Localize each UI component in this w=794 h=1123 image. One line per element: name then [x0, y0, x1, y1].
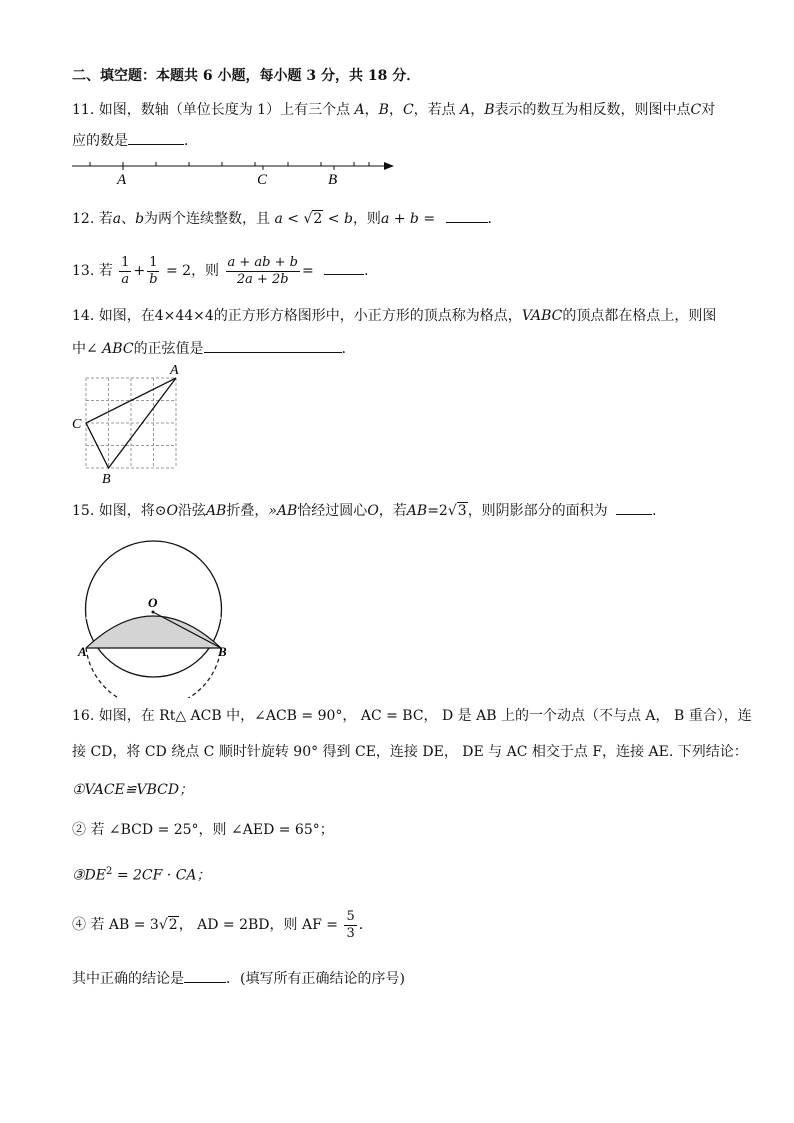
- q14-grid-size: 4×44×4: [154, 308, 214, 324]
- q12-text-pre: 12. 若: [72, 211, 113, 227]
- q13-text-pre: 13. 若: [72, 263, 113, 279]
- q15-text-pre: 15. 如图，将⊙: [72, 503, 167, 519]
- q12-sqrt-value: 2: [313, 211, 323, 227]
- q11-line1: 11. 如图，数轴（单位长度为 1）上有三个点 A，B，C，若点 A，B表示的数互为相反数，则图中点C对: [72, 102, 716, 118]
- q14-period: ．: [341, 341, 356, 357]
- q12-text-mid: 为两个连续整数，且: [144, 211, 271, 227]
- q16-c3-post: = 2CF · CA；: [112, 867, 211, 884]
- q11-axis-label-c: C: [257, 172, 268, 188]
- q12-var-b: b: [135, 211, 145, 227]
- q16-c3-sup: 2: [106, 866, 113, 877]
- q16-final-post: ．(填写所有正确结论的序号): [226, 971, 405, 987]
- q15-sqrt-value: 3: [457, 503, 467, 519]
- q15-eq: =2: [427, 503, 448, 519]
- q15-ab2: AB: [406, 503, 428, 519]
- q12-sqrt: √2: [303, 211, 323, 227]
- q16-c4-sqrt: √2: [158, 917, 178, 933]
- q13-answer-blank[interactable]: [324, 260, 364, 275]
- q13-period: ．: [364, 263, 379, 279]
- q13-line: [72, 254, 378, 288]
- q14-line2: [72, 338, 356, 359]
- q14-text-pre: 14. 如图，在: [72, 308, 155, 324]
- q16-c4-frac: [344, 909, 356, 942]
- q12-answer-blank[interactable]: [446, 208, 488, 223]
- q11-point-b: B: [378, 102, 389, 118]
- q11-axis-label-b: B: [328, 172, 338, 188]
- q14-line1: [72, 306, 716, 326]
- q11-point-a: A: [354, 102, 365, 118]
- q16-c4-mid: ， AD = 2BD，则 AF =: [178, 917, 338, 933]
- q16-line2: 接 CD，将 CD 绕点 C 顺时针旋转 90° 得到 CE，连接 DE， DE 与 AC 相交于点 F，连接 AE. 下列结论：: [72, 744, 748, 760]
- q16-line1: 16. 如图，在 Rt△ ACB 中，∠ACB = 90°， AC = BC， D 是 AB 上的一个动点（不与点 A， B 重合），连: [72, 708, 752, 724]
- q15-dashed-arc: [86, 648, 221, 698]
- q11-point-a2: A: [460, 102, 471, 118]
- q13-frac1-den: a: [121, 271, 130, 287]
- q11-text-pre: 11. 如图，数轴（单位长度为 1）上有三个点: [72, 102, 351, 118]
- q14-label-c: C: [72, 417, 82, 432]
- q14-answer-blank[interactable]: [204, 338, 342, 353]
- q14-text-post2: 的正弦值是: [133, 341, 204, 357]
- q15-text-post: ，则阴影部分的面积为: [467, 503, 608, 519]
- q15-sqrt: √3: [447, 503, 467, 519]
- q12-ineq-left: a <: [274, 211, 300, 227]
- q13-text-then: ，则: [191, 263, 220, 279]
- q14-text-post: 的顶点都在格点上，则图: [562, 308, 717, 324]
- q12-sep: 、: [121, 211, 136, 227]
- q13-frac3-num: a + ab + b: [227, 254, 298, 270]
- q15-text-mid3: 恰经过圆心: [297, 503, 368, 519]
- q15-text-mid2: 折叠，: [226, 503, 269, 519]
- q16-c4-num: 5: [346, 908, 355, 924]
- q11-text-line2: 应的数是: [72, 133, 128, 149]
- q12-text-then: ，则: [352, 211, 381, 227]
- q12-sum: a + b =: [380, 211, 436, 227]
- q16-conclusion-2: ② 若 ∠BCD = 25°，则 ∠AED = 65°；: [72, 822, 334, 838]
- q14-angle: ∠ ABC: [86, 341, 134, 357]
- q13-frac-2: [147, 255, 159, 288]
- q11-line2: [72, 130, 198, 151]
- q12-period: ．: [487, 211, 502, 227]
- q11-number-line: [66, 154, 406, 190]
- q12-line: [72, 208, 502, 229]
- q14-label-b: B: [102, 472, 111, 486]
- q13-frac2-num: 1: [149, 254, 158, 270]
- q16-final-pre: 其中正确的结论是: [72, 971, 184, 987]
- q13-frac2-den: b: [149, 271, 158, 287]
- q11-text-mid: ，若点: [413, 102, 456, 118]
- q15-text-mid4: ，若: [378, 503, 407, 519]
- q16-c4-sqrt-value: 2: [168, 917, 178, 933]
- q11-text-end: 对: [701, 102, 716, 118]
- q13-frac1-num: 1: [121, 254, 130, 270]
- q14-grid-figure: [66, 362, 190, 486]
- q15-period: ．: [652, 503, 667, 519]
- q15-o2: O: [367, 503, 379, 519]
- q15-label-b: B: [218, 644, 227, 659]
- q16-c4-end: ．: [358, 917, 373, 933]
- q11-text-post: 表示的数互为相反数，则图中点: [494, 102, 691, 118]
- q11-axis-label-a: A: [117, 172, 127, 188]
- q11-point-b2: B: [484, 102, 495, 118]
- q16-final-line: [72, 968, 405, 989]
- q16-c4-den: 3: [346, 925, 355, 941]
- q11-period: ．: [184, 133, 198, 149]
- q13-frac-1: [119, 255, 131, 288]
- q15-line: [72, 500, 666, 521]
- q14-text-mid: 的正方形方格图形中，小正方形的顶点称为格点，: [213, 308, 522, 324]
- q11-point-c2: C: [690, 102, 702, 118]
- q13-eq-2: = 2: [165, 263, 192, 279]
- q16-answer-blank[interactable]: [184, 968, 226, 983]
- q15-answer-blank[interactable]: [616, 500, 652, 515]
- q16-c3-pre: ③DE: [72, 867, 106, 884]
- q15-circle-figure: [72, 528, 242, 698]
- q14-grid-lines: [86, 378, 176, 468]
- q15-center-dot: [152, 611, 155, 614]
- q11-point-c: C: [402, 102, 414, 118]
- q11-answer-blank[interactable]: [128, 130, 184, 145]
- section-heading: 二、填空题：本题共 6 小题，每小题 3 分，共 18 分．: [72, 68, 421, 84]
- q14-text-pre2: 中: [72, 341, 86, 357]
- q14-triangle: VABC: [521, 308, 563, 324]
- q15-label-o: O: [148, 595, 158, 610]
- q15-arc: »AB: [268, 503, 298, 519]
- q15-text-mid1: 沿弦: [177, 503, 206, 519]
- q14-label-a: A: [170, 363, 179, 378]
- q16-conclusion-4: [72, 908, 373, 942]
- q15-o1: O: [166, 503, 178, 519]
- q15-label-a: A: [78, 644, 87, 659]
- q13-frac3-den: 2a + 2b: [236, 271, 289, 287]
- q16-conclusion-3: [72, 862, 211, 886]
- q16-c4-pre: ④ 若 AB = 3: [72, 917, 159, 933]
- q15-ab1: AB: [205, 503, 227, 519]
- q12-var-a: a: [112, 211, 122, 227]
- q13-eq: =: [301, 263, 314, 279]
- q16-conclusion-1: ①VACE≌VBCD；: [72, 782, 194, 798]
- q13-frac-3: [226, 255, 300, 288]
- q13-plus: +: [133, 263, 146, 279]
- q12-ineq-right: < b: [327, 211, 353, 227]
